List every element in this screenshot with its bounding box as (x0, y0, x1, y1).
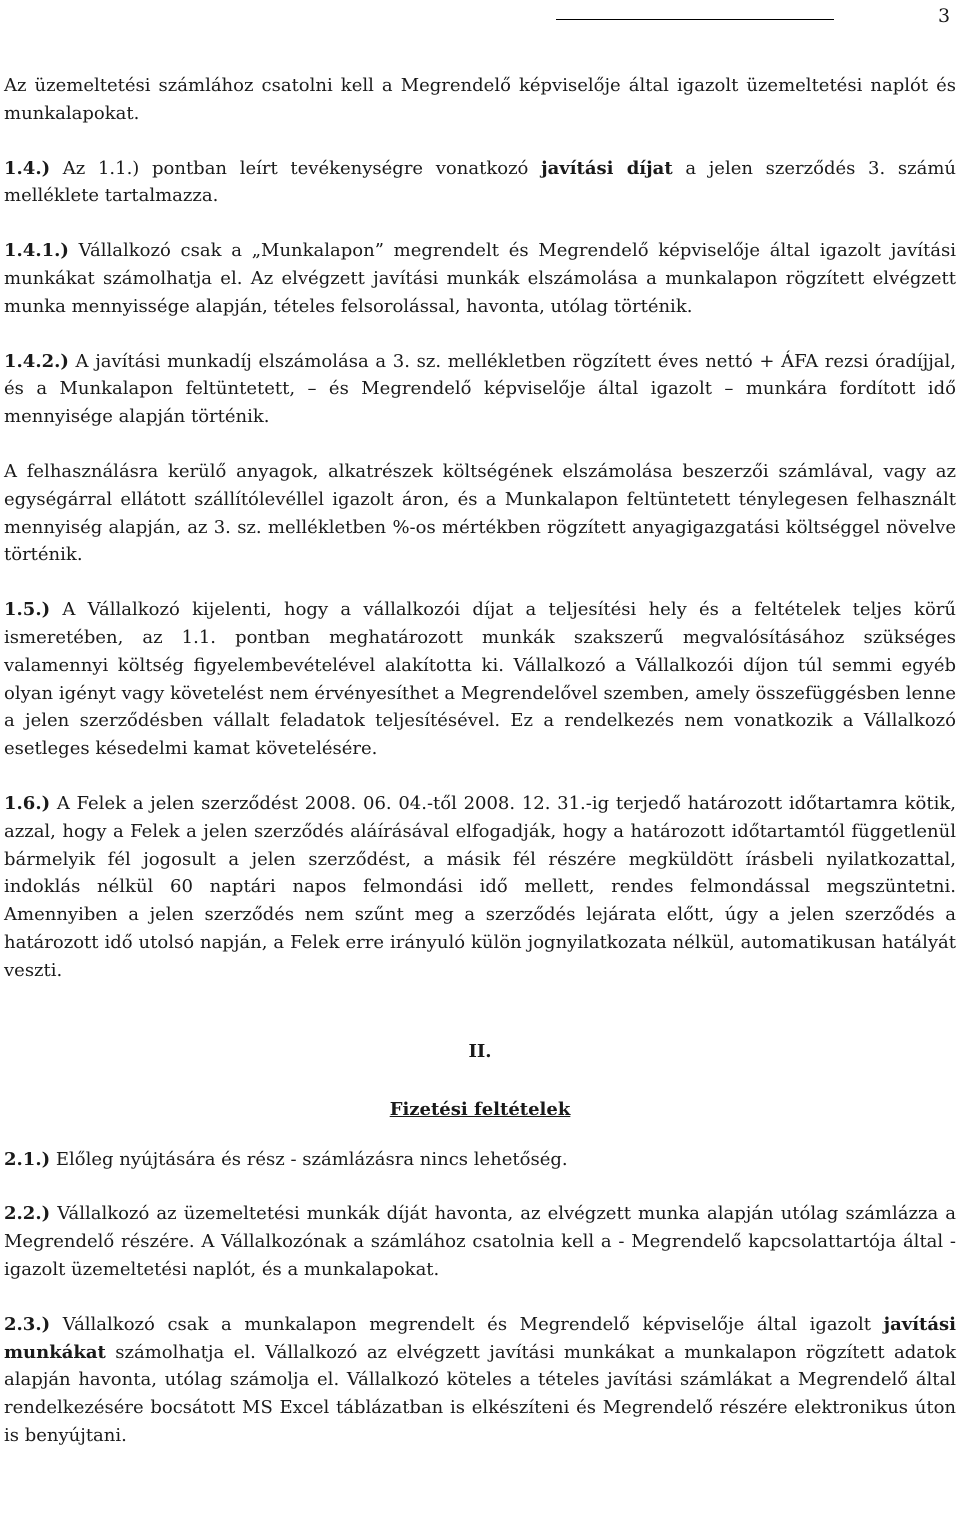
paragraph-attachments (4, 72, 956, 128)
paragraph-1-4 (4, 155, 956, 211)
emphasis-text: javítási munkákat (4, 1313, 956, 1363)
paragraph-text: Az üzemeltetési számlához csatolni kell a Megrendelő képviselője által igazolt üzemeltetési naplót és munkalapokat. (4, 75, 956, 124)
paragraph-text: A felhasználásra kerülő anyagok, alkatrészek költségének elszámolása beszerzői számlával, vagy az egységárral ellátott szállítólevéllel igazolt áron, és a Munkalapon feltüntetett ténylegesen felhasznált mennyiség alapján, az 3. sz. mellékletben %-os mértékben rögzített anyagigazgatási költséggel növelve történik. (4, 460, 956, 566)
emphasis-text: javítási díjat (541, 157, 673, 179)
clause-number: 2.1.) (4, 1148, 51, 1170)
paragraph-2-2 (4, 1200, 956, 1283)
paragraph-1-4-2 (4, 348, 956, 431)
clause-number: 1.4.2.) (4, 350, 69, 372)
paragraph-1-5 (4, 596, 956, 763)
clause-number: 1.4.) (4, 157, 51, 179)
paragraph-text: Vállalkozó csak a munkalapon megrendelt és Megrendelő képviselője által igazolt (50, 1313, 884, 1335)
paragraph-text: A javítási munkadíj elszámolása a 3. sz. mellékletben rögzített éves nettó + ÁFA rezsi óradíjjal, és a Munkalapon feltüntetett, – és Megrendelő képviselője által igazolt – munkára fordított idő mennyisége alapján történik. (4, 350, 956, 428)
section-numeral: II. (468, 1040, 492, 1062)
header-rule (556, 19, 834, 20)
paragraph-text: A Vállalkozó kijelenti, hogy a vállalkozói díjat a teljesítési hely és a feltételek teljes körű ismeretében, az 1.1. pontban meghatározott munkák szakszerű megvalósításához szükséges valamennyi költség figyelembevételével alakította ki. Vállalkozó a Vállalkozói díjon túl semmi egyéb olyan igényt vagy követelést nem érvényesíthet a Megrendelővel szemben, amely összefüggésben lenne a jelen szerződésben vállalt feladatok teljesítésével. Ez a rendelkezés nem vonatkozik a Vállalkozó esetleges késedelmi kamat követelésére. (4, 599, 956, 760)
clause-number: 1.6.) (4, 792, 51, 814)
paragraph-text: a jelen szerződés 3. számú melléklete tartalmazza. (4, 157, 956, 207)
paragraph-text: Vállalkozó csak a „Munkalapon” megrendelt és Megrendelő képviselője által igazolt javítási munkákat számolhatja el. Az elvégzett javítási munkák elszámolása a munkalapon rögzített elvégzett munka mennyissége alapján, tételes felsorolással, havonta, utólag történik. (4, 240, 956, 317)
paragraph-text: Az 1.1.) pontban leírt tevékenységre vonatkozó (50, 157, 542, 179)
clause-number: 1.4.1.) (4, 240, 69, 262)
document-body (4, 72, 956, 1450)
paragraph-text: Előleg nyújtására és rész - számlázásra nincs lehetőség. (50, 1148, 568, 1170)
page-number: 3 (938, 5, 951, 27)
paragraph-materials (4, 458, 956, 569)
clause-number: 2.3.) (4, 1313, 51, 1335)
paragraph-2-1 (4, 1146, 956, 1174)
paragraph-text: A Felek a jelen szerződést 2008. 06. 04.-től 2008. 12. 31.-ig terjedő határozott időtartamra kötik, azzal, hogy a Felek a jelen szerződés aláírásával elfogadják, hogy a határozott időtartamtól függetlenül bármelyik fél jogosult a jelen szerződést, a másik fél részére megküldött írásbeli nyilatkozattal, indoklás nélkül 60 naptári napos felmondási idő mellett, rendes felmondással megszüntetni. Amennyiben a jelen szerződés nem szűnt meg a szerződés lejárata előtt, úgy a jelen szerződés a határozott idő utolsó napján, a Felek erre irányuló külön jognyilatkozata nélkül, automatikusan hatályát veszti. (4, 792, 956, 981)
paragraph-2-3 (4, 1311, 956, 1450)
clause-number: 2.2.) (4, 1203, 51, 1225)
clause-number: 1.5.) (4, 599, 51, 621)
section-title: Fizetési feltételek (389, 1098, 571, 1120)
paragraph-1-6 (4, 790, 956, 985)
paragraph-text: Vállalkozó az üzemeltetési munkák díját havonta, az elvégzett munka alapján utólag számlázza a Megrendelő részére. A Vállalkozónak a számlához csatolnia kell a - Megrendelő kapcsolattartója által - igazolt üzemeltetési naplót, és a munkalapokat. (4, 1203, 956, 1280)
paragraph-text: számolhatja el. Vállalkozó az elvégzett javítási munkákat a munkalapon rögzített adatok alapján havonta, utólag számolja el. Vállalkozó köteles a tételes javítási számlákat a Megrendelő által rendelkezésére bocsátott MS Excel táblázatban is elkészíteni és Megrendelő részére elektronikus úton is benyújtani. (4, 1341, 956, 1446)
paragraph-1-4-1 (4, 237, 956, 320)
